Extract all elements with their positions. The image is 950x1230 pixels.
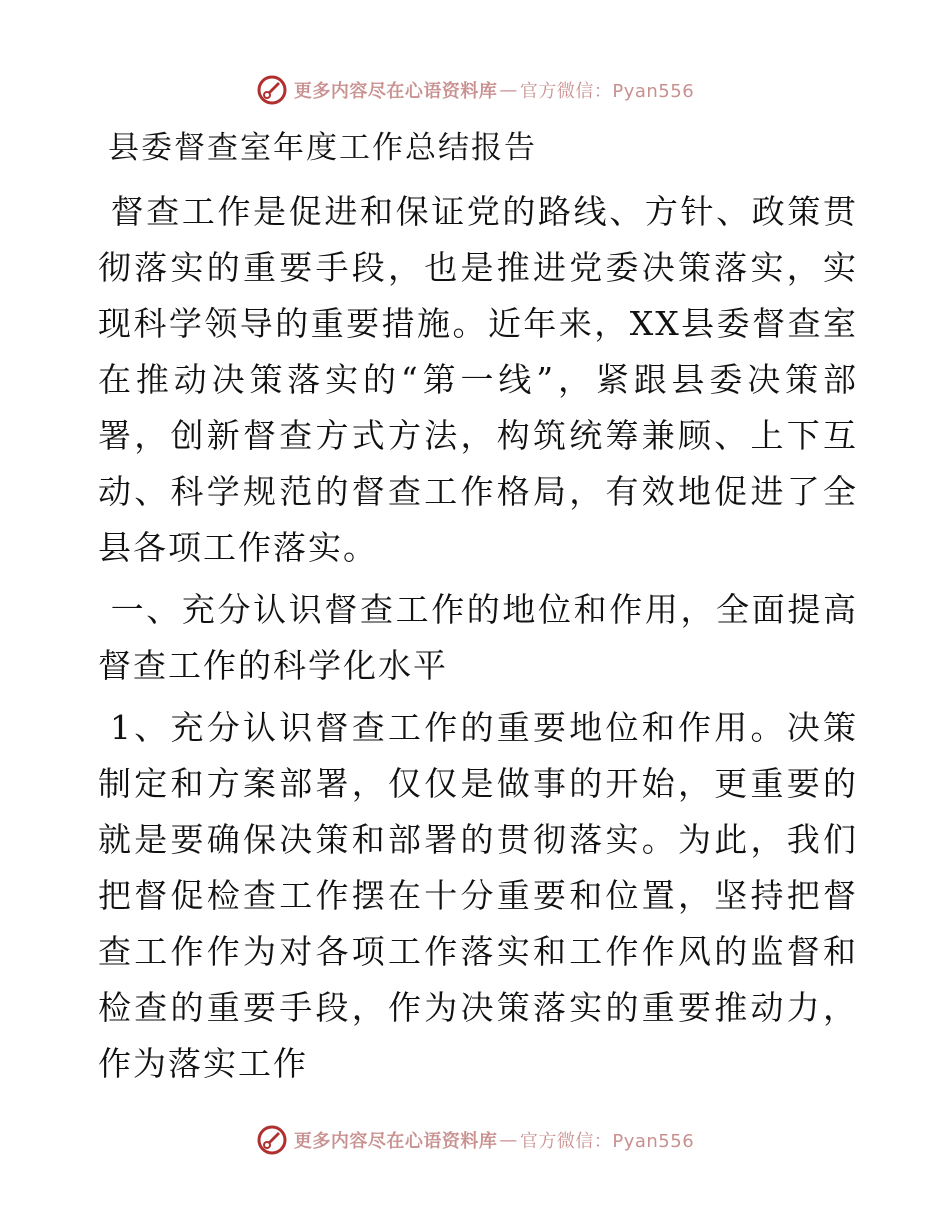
header-watermark: [0, 70, 950, 110]
watermark-dash: —: [499, 1129, 518, 1151]
watermark-brand: 更多内容尽在心语资料库: [293, 81, 498, 102]
watermark-logo-icon: [256, 74, 288, 106]
paragraph-intro-text: 督查工作是促进和保证党的路线、方针、政策贯彻落实的重要手段，也是推进党委决策落实，实现科学领导的重要措施。近年来，XX县委督查室在推动决策落实的“第一线”，紧跟县委决策部署，创新督查方式方法，构筑统筹兼顾、上下互动、科学规范的督查工作格局，有效地促进了全县各项工作落实。: [98, 192, 858, 567]
document-body: [98, 122, 858, 1098]
document-title: 县委督查室年度工作总结报告: [108, 130, 537, 166]
section-heading-1: [98, 582, 858, 694]
section-heading-1-text: 一、充分认识督查工作的地位和作用，全面提高督查工作的科学化水平: [98, 590, 858, 685]
paragraph-item-1: [98, 700, 858, 1092]
footer-watermark: [0, 1120, 950, 1160]
watermark-brand: 更多内容尽在心语资料库: [293, 1131, 498, 1152]
watermark-wechat: 官方微信：Pyan556: [519, 81, 695, 102]
watermark-wechat: 官方微信：Pyan556: [519, 1131, 695, 1152]
paragraph-item-1-text: 1、充分认识督查工作的重要地位和作用。决策制定和方案部署，仅仅是做事的开始，更重要的就是要确保决策和部署的贯彻落实。为此，我们把督促检查工作摆在十分重要和位置，坚持把督查工作作为对各项工作落实和工作作风的监督和检查的重要手段，作为决策落实的重要推动力，作为落实工作: [98, 708, 858, 1083]
paragraph-intro: [98, 184, 858, 576]
watermark-dash: —: [499, 79, 518, 101]
watermark-logo-icon: [256, 1124, 288, 1156]
